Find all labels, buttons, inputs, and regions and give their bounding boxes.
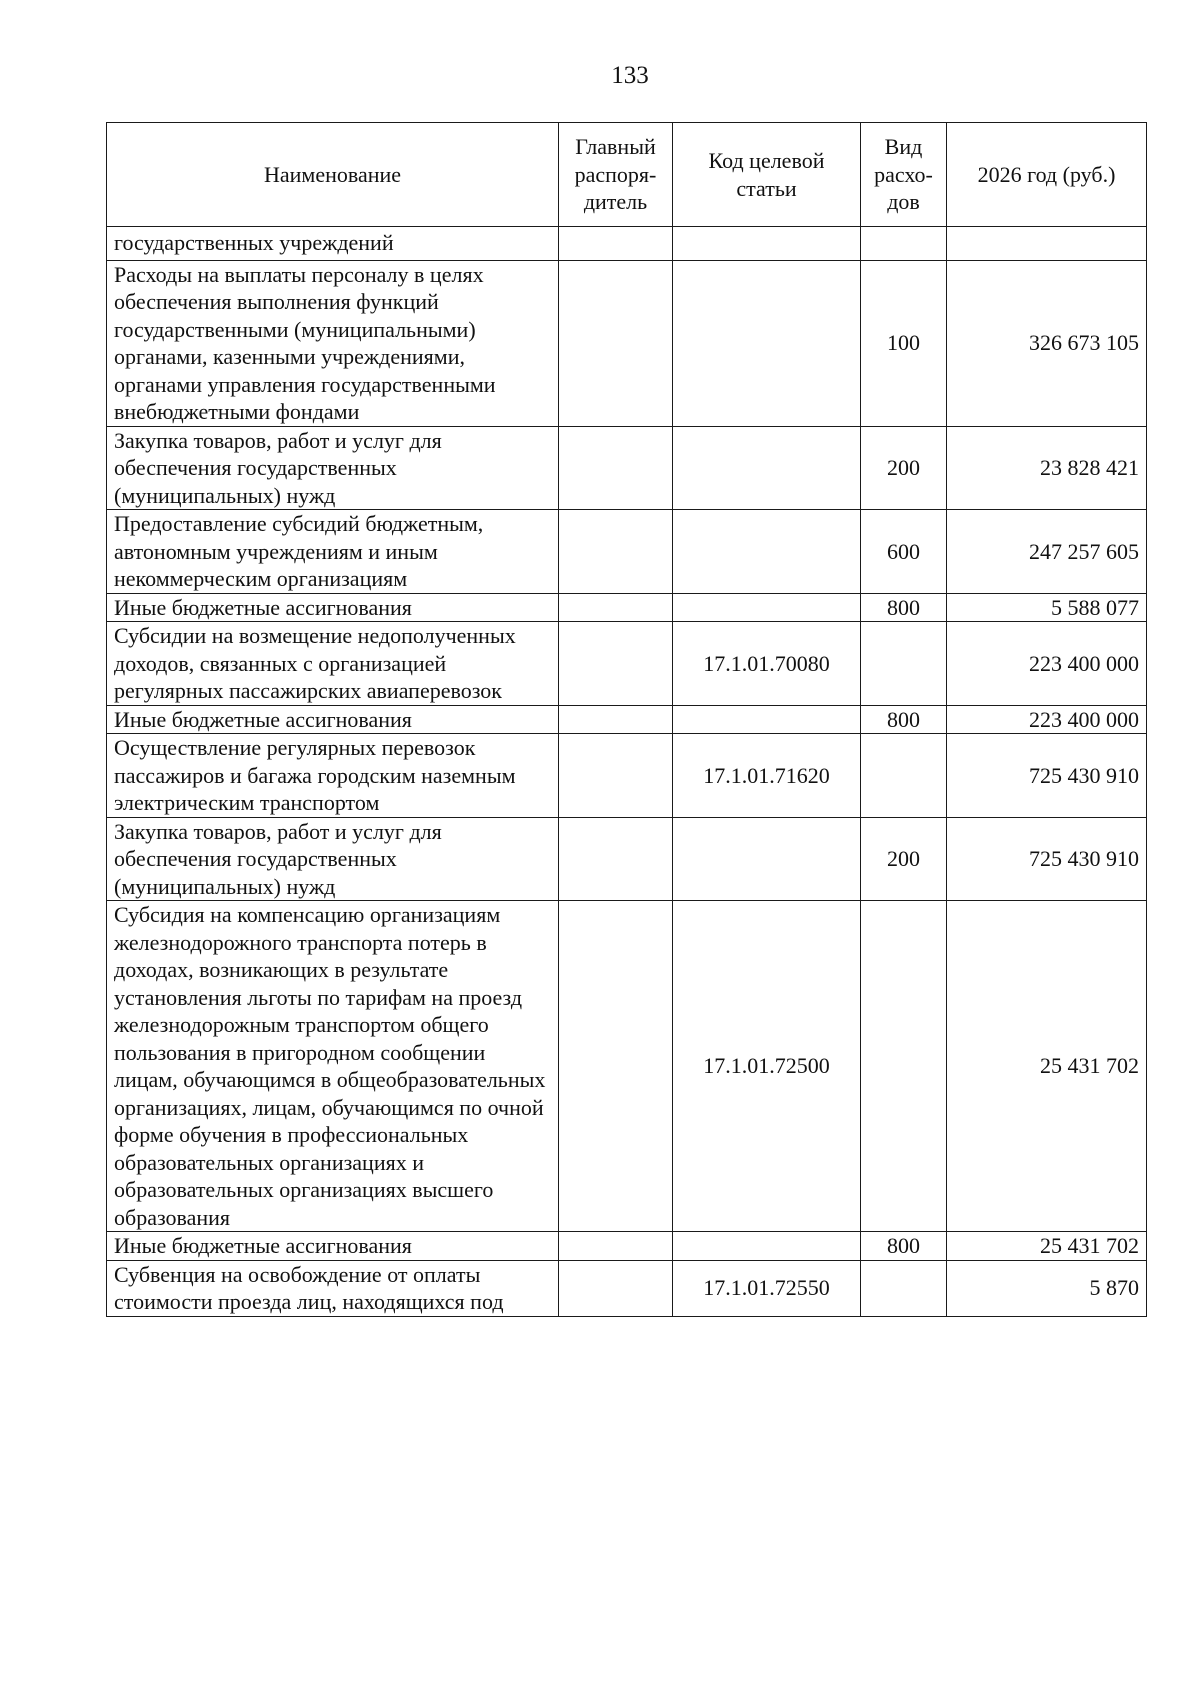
cell-main-manager (559, 426, 673, 510)
cell-expense-type (861, 622, 947, 706)
cell-name: Иные бюджетные ассигнования (107, 1232, 559, 1261)
page-number: 133 (611, 62, 649, 89)
cell-amount: 725 430 910 (947, 817, 1147, 901)
cell-amount: 23 828 421 (947, 426, 1147, 510)
header-expense-type: Вид расхо-дов (861, 123, 947, 227)
cell-target-code (673, 227, 861, 261)
table-row (107, 734, 1147, 818)
cell-name: государственных учреждений (107, 227, 559, 261)
cell-target-code: 17.1.01.71620 (673, 734, 861, 818)
cell-main-manager (559, 260, 673, 426)
cell-amount: 725 430 910 (947, 734, 1147, 818)
cell-main-manager (559, 734, 673, 818)
cell-expense-type: 800 (861, 1232, 947, 1261)
cell-main-manager (559, 901, 673, 1232)
header-name: Наименование (107, 123, 559, 227)
cell-main-manager (559, 1232, 673, 1261)
cell-main-manager (559, 817, 673, 901)
cell-amount: 5 870 (947, 1260, 1147, 1316)
table-row (107, 817, 1147, 901)
cell-name: Субсидии на возмещение недополученных доходов, связанных с организацией регулярных пассажирских авиаперевозок (107, 622, 559, 706)
cell-amount: 223 400 000 (947, 705, 1147, 734)
header-main-manager: Главный распоря-дитель (559, 123, 673, 227)
table-header-row (107, 123, 1147, 227)
cell-expense-type (861, 227, 947, 261)
cell-amount: 223 400 000 (947, 622, 1147, 706)
table-row (107, 901, 1147, 1232)
cell-name: Иные бюджетные ассигнования (107, 705, 559, 734)
cell-name: Субвенция на освобождение от оплаты стоимости проезда лиц, находящихся под (107, 1260, 559, 1316)
cell-main-manager (559, 622, 673, 706)
cell-main-manager (559, 510, 673, 594)
cell-expense-type: 800 (861, 593, 947, 622)
cell-name: Закупка товаров, работ и услуг для обеспечения государственных (муниципальных) нужд (107, 426, 559, 510)
cell-target-code (673, 705, 861, 734)
table-row (107, 260, 1147, 426)
cell-target-code (673, 260, 861, 426)
cell-expense-type: 800 (861, 705, 947, 734)
cell-name: Иные бюджетные ассигнования (107, 593, 559, 622)
cell-target-code: 17.1.01.70080 (673, 622, 861, 706)
cell-main-manager (559, 1260, 673, 1316)
cell-expense-type: 200 (861, 817, 947, 901)
cell-name: Закупка товаров, работ и услуг для обеспечения государственных (муниципальных) нужд (107, 817, 559, 901)
cell-amount: 25 431 702 (947, 901, 1147, 1232)
cell-target-code: 17.1.01.72550 (673, 1260, 861, 1316)
cell-expense-type (861, 734, 947, 818)
cell-amount: 5 588 077 (947, 593, 1147, 622)
cell-target-code: 17.1.01.72500 (673, 901, 861, 1232)
table-row (107, 622, 1147, 706)
cell-amount (947, 227, 1147, 261)
table-row (107, 705, 1147, 734)
cell-main-manager (559, 227, 673, 261)
cell-target-code (673, 1232, 861, 1261)
cell-target-code (673, 817, 861, 901)
table-row (107, 1260, 1147, 1316)
header-year-2026: 2026 год (руб.) (947, 123, 1147, 227)
cell-name: Субсидия на компенсацию организациям железнодорожного транспорта потерь в доходах, возникающих в результате установления льготы по тарифам на проезд железнодорожным транспортом общего пользования в пригородном сообщении лицам, обучающимся в общеобразовательных организациях, лицам, обучающимся по очной форме обучения в профессиональных образовательных организациях и образовательных организациях высшего образования (107, 901, 559, 1232)
table-row (107, 510, 1147, 594)
budget-table (106, 122, 1147, 1317)
cell-expense-type: 600 (861, 510, 947, 594)
cell-name: Осуществление регулярных перевозок пассажиров и багажа городским наземным электрическим транспортом (107, 734, 559, 818)
cell-target-code (673, 426, 861, 510)
table-row (107, 227, 1147, 261)
cell-expense-type (861, 1260, 947, 1316)
cell-amount: 25 431 702 (947, 1232, 1147, 1261)
cell-name: Предоставление субсидий бюджетным, автономным учреждениям и иным некоммерческим организациям (107, 510, 559, 594)
cell-expense-type: 100 (861, 260, 947, 426)
table-row (107, 593, 1147, 622)
cell-amount: 326 673 105 (947, 260, 1147, 426)
table-row (107, 1232, 1147, 1261)
cell-amount: 247 257 605 (947, 510, 1147, 594)
cell-main-manager (559, 705, 673, 734)
header-target-code: Код целевой статьи (673, 123, 861, 227)
cell-expense-type (861, 901, 947, 1232)
cell-expense-type: 200 (861, 426, 947, 510)
cell-name: Расходы на выплаты персоналу в целях обеспечения выполнения функций государственными (муниципальными) органами, казенными учреждениями, органами управления государственными внебюджетными фондами (107, 260, 559, 426)
cell-target-code (673, 510, 861, 594)
table-row (107, 426, 1147, 510)
cell-main-manager (559, 593, 673, 622)
cell-target-code (673, 593, 861, 622)
